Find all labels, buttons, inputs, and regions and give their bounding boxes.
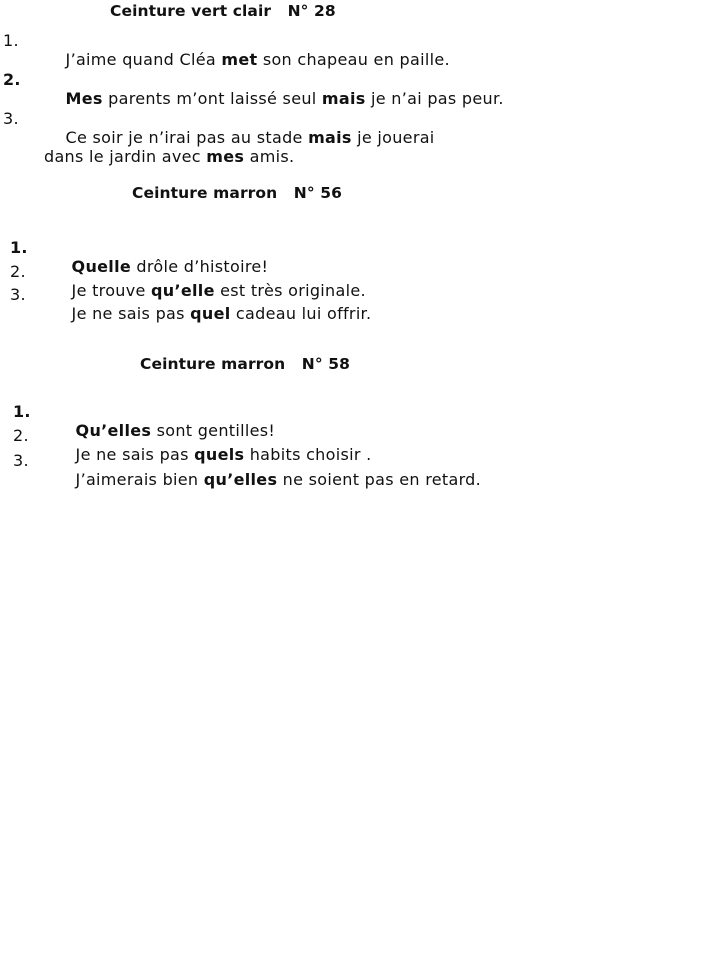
emphasized-word: quels xyxy=(194,445,245,464)
emphasized-word: qu’elle xyxy=(151,281,215,300)
item-number: 2. xyxy=(13,426,29,445)
text-segment: sont gentilles! xyxy=(151,421,276,440)
emphasized-word: mes xyxy=(206,147,245,166)
emphasized-word: mais xyxy=(321,89,366,108)
emphasized-word: Qu’elles xyxy=(75,421,152,440)
text-segment: cadeau lui offrir. xyxy=(230,304,372,323)
item-number: 3. xyxy=(3,109,19,128)
text-segment: Je ne sais pas xyxy=(71,304,191,323)
list-item xyxy=(13,451,533,508)
text-segment: Je ne sais pas xyxy=(75,445,195,464)
text-segment: habits choisir . xyxy=(244,445,372,464)
text-segment: J’aimerais bien xyxy=(75,470,204,489)
text-segment: J’aime quand Cléa xyxy=(65,50,222,69)
item-number: 1. xyxy=(13,402,31,421)
list-item xyxy=(10,285,530,342)
text-segment: son chapeau en paille. xyxy=(257,50,450,69)
emphasized-word: qu’elles xyxy=(203,470,278,489)
section-title-marron-58: Ceinture marron N° 58 xyxy=(140,355,350,373)
item-number: 2. xyxy=(3,70,21,89)
text-segment: drôle d’histoire! xyxy=(131,257,269,276)
item-number: 1. xyxy=(3,31,19,50)
item-text xyxy=(50,285,371,342)
list-item xyxy=(3,109,473,185)
emphasized-word: mais xyxy=(308,128,352,147)
text-segment: parents m’ont laissé seul xyxy=(102,89,322,108)
item-number: 3. xyxy=(13,451,29,470)
text-segment: ne soient pas en retard. xyxy=(277,470,482,489)
emphasized-word: Quelle xyxy=(71,257,132,276)
text-segment: est très originale. xyxy=(214,281,366,300)
text-segment: Je trouve xyxy=(71,281,152,300)
section-title-vert-clair-28: Ceinture vert clair N° 28 xyxy=(110,2,336,20)
item-number: 3. xyxy=(10,285,26,304)
text-segment: Ce soir je n’irai pas au stade xyxy=(65,128,309,147)
emphasized-word: met xyxy=(221,50,258,69)
item-number: 1. xyxy=(10,238,28,257)
emphasized-word: quel xyxy=(190,304,231,323)
emphasized-word: Mes xyxy=(65,89,103,108)
item-number: 2. xyxy=(10,262,26,281)
section-title-marron-56: Ceinture marron N° 56 xyxy=(132,184,342,202)
text-segment: je jouerai dans le jardin avec xyxy=(44,128,446,166)
text-segment: amis. xyxy=(244,147,295,166)
item-text xyxy=(44,109,473,185)
text-segment: je n’ai pas peur. xyxy=(365,89,504,108)
item-text xyxy=(54,451,481,508)
